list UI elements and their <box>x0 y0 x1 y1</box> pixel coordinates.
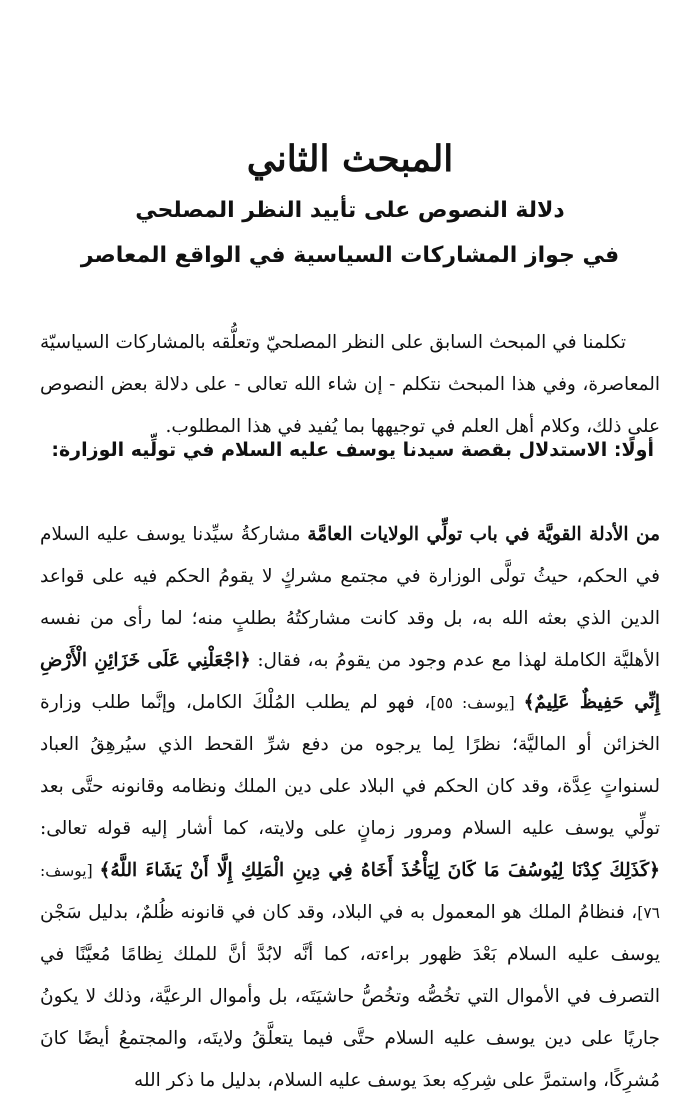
body-paragraph <box>40 514 660 1102</box>
body-lead-phrase: من الأدلة القويَّة في باب تولِّي الولايات العامَّة <box>307 523 660 545</box>
body-text-3: ، فنظامُ الملك هو المعمول به في البلاد، وقد كان في قانونه ظُلمٌ، بدليل سَجْن يوسف عليه السلام بَعْدَ ظهور براءته، كما أنَّه لابُدَّ أنَّ للملك نِظامًا مُعيَّنًا في التصرف في الأموال التي تخُصُّه وتخُصُّ حاشيَتَه، بل وأموال الرعيَّة، وذلك لا يكونُ جاريًا على دين يوسف عليه السلام حتَّى فيما يتعلَّقُ ولايتَه، والمجتمعُ أيضًا كانَ مُشرِكًا، واستمرَّ على شِركِه بعدَ يوسف عليه السلام، بدليل ما ذكر الله <box>40 901 660 1091</box>
body-text-2: ، فهو لم يطلب المُلْكَ الكامل، وإنَّما طلب وزارة الخزائن أو الماليَّة؛ نظرًا لِما يرجوه من دفع شرِّ القحط الذي سيُرهِقُ العباد لسنواتٍ عِدَّة، وقد كان الحكم في البلاد على دين الملك ونظامه وقانونه حتَّى بعد تولِّي يوسف عليه السلام ومرور زمانٍ على ولايته، كما أشار إليه قوله تعالى: <box>40 691 660 839</box>
quran-verse-1: ﴿اجْعَلْنِي عَلَى خَزَائِنِ الْأَرْضِ إِنِّي حَفِيظٌ عَلِيمٌ﴾ <box>40 649 660 713</box>
quran-verse-2: ﴿كَذَلِكَ كِدْنَا لِيُوسُفَ مَا كَانَ لِيَأْخُذَ أَخَاهُ فِي دِينِ الْمَلِكِ إِلَّا أَنْ يَشَاءَ اللَّهُ﴾ <box>99 859 660 881</box>
document-page <box>40 0 660 1095</box>
body-text-1: مشاركةُ سيِّدنا يوسف عليه السلام في الحكم، حيثُ تولَّى الوزارة في مجتمع مشركٍ لا يقومُ الحكم فيه على قواعد الدين الذي بعثه الله به، بل وقد كانت مشاركتُهُ بطلبٍ منه؛ لما رأى من نفسه الأهليَّة الكاملة لهذا مع عدم وجود من يقومُ به، فقال: <box>40 523 660 671</box>
chapter-subtitle-line-2: في جواز المشاركات السياسية في الواقع المعاصر <box>80 243 620 268</box>
section-heading: أولًا: الاستدلال بقصة سيدنا يوسف عليه السلام في تولِّيه الوزارة: <box>51 439 654 461</box>
verse-reference-2: [يوسف: ٧٦] <box>40 861 660 922</box>
verse-reference-1: [يوسف: ٥٥] <box>430 693 524 712</box>
intro-paragraph: تكلمنا في المبحث السابق على النظر المصلحيّ وتعلُّقه بالمشاركات السياسيّة المعاصرة، وفي هذا المبحث نتكلم - إن شاء الله تعالى - على دلالة بعض النصوص على ذلك، وكلام أهل العلم في توجيهها بما يُفيد في هذا المطلوب. <box>40 331 660 437</box>
chapter-subtitle-line-1: دلالة النصوص على تأييد النظر المصلحي <box>135 198 565 223</box>
chapter-title: المبحث الثاني <box>246 138 454 180</box>
